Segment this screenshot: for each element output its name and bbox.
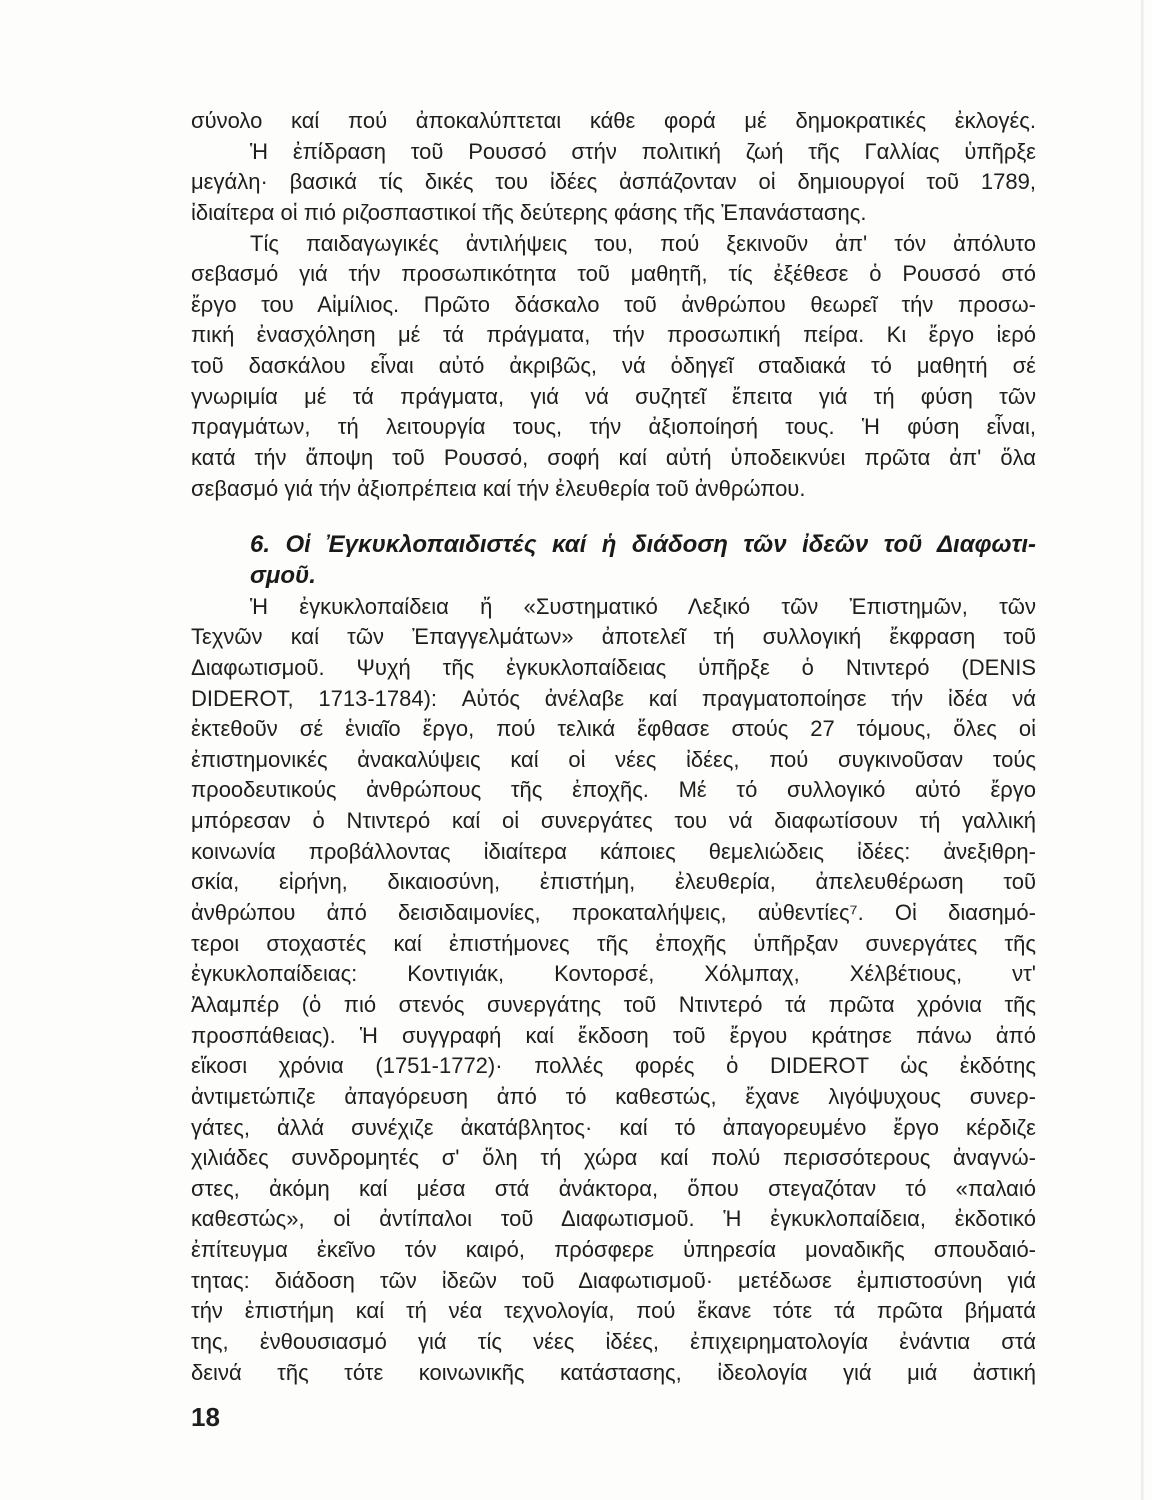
- text-line: σεβασμό γιά τήν ἀξιοπρέπεια καί τήν ἐλευθερία τοῦ ἀνθρώπου.: [191, 475, 806, 501]
- text-line: Ἡ ἐγκυκλοπαίδεια ἤ «Συστηματικό Λεξικό τῶν Ἐπιστημῶν, τῶν: [250, 593, 1036, 619]
- section-heading: [191, 530, 1036, 591]
- paragraph-1: [191, 106, 1036, 229]
- text-line: σύνολο καί πού ἀποκαλύπτεται κάθε φορά μέ δημοκρατικές ἐκλογές.: [191, 108, 1036, 133]
- text-line: πική ἐνασχόληση μέ τά πράγματα, τήν προσωπική πείρα. Κι ἔργο ἱερό: [191, 322, 1036, 348]
- text-line: προοδευτικούς ἀνθρώπους τῆς ἐποχῆς. Μέ τό συλλογικό αὐτό ἔργο: [191, 777, 1036, 803]
- text-line: τεροι στοχαστές καί ἐπιστήμονες τῆς ἐποχῆς ὑπῆρξαν συνεργάτες τῆς: [191, 930, 1036, 956]
- text-line: κοινωνία προβάλλοντας ἰδιαίτερα κάποιες θεμελιώδεις ἰδέες: ἀνεξιθρη-: [191, 838, 1036, 864]
- text-line: ἐπίτευγμα ἐκεῖνο τόν καιρό, πρόσφερε ὑπηρεσία μοναδικῆς σπουδαιό-: [191, 1237, 1036, 1263]
- text-line: τητας: διάδοση τῶν ἰδεῶν τοῦ Διαφωτισμοῦ· μετέδωσε ἐμπιστοσύνη γιά: [191, 1267, 1036, 1293]
- page-text: [191, 106, 1036, 1388]
- text-line: Ἡ ἐπίδραση τοῦ Ρουσσό στήν πολιτική ζωή τῆς Γαλλίας ὑπῆρξε: [250, 138, 1036, 164]
- text-line: δεινά τῆς τότε κοινωνικῆς κατάστασης, ἰδεολογία γιά μιά ἀστική: [191, 1359, 1036, 1385]
- paragraph-3: [191, 592, 1036, 1389]
- text-line: Τεχνῶν καί τῶν Ἐπαγγελμάτων» ἀποτελεῖ τή συλλογική ἔκφραση τοῦ: [191, 624, 1036, 650]
- text-line: προσπάθειας). Ἡ συγγραφή καί ἔκδοση τοῦ ἔργου κράτησε πάνω ἀπό: [191, 1022, 1036, 1048]
- text-line: σεβασμό γιά τήν προσωπικότητα τοῦ μαθητῆ, τίς ἐξέθεσε ὁ Ρουσσό στό: [191, 261, 1036, 287]
- text-line: ἰδιαίτερα οἱ πιό ριζοσπαστικοί τῆς δεύτερης φάσης τῆς Ἐπανάστασης.: [191, 199, 867, 225]
- page-number: 18: [191, 1402, 220, 1432]
- text-line: ἔργο του Αἰμίλιος. Πρῶτο δάσκαλο τοῦ ἀνθρώπου θεωρεῖ τήν προσω-: [191, 291, 1036, 317]
- text-line: γάτες, ἀλλά συνέχιζε ἀκατάβλητος· καί τό ἀπαγορευμένο ἔργο κέρδιζε: [191, 1114, 1036, 1140]
- text-line: μπόρεσαν ὁ Ντιντερό καί οἱ συνεργάτες του νά διαφωτίσουν τή γαλλική: [191, 808, 1036, 834]
- text-line: σκία, εἰρήνη, δικαιοσύνη, ἐπιστήμη, ἐλευθερία, ἀπελευθέρωση τοῦ: [191, 869, 1036, 895]
- text-line: στες, ἀκόμη καί μέσα στά ἀνάκτορα, ὅπου στεγαζόταν τό «παλαιό: [191, 1175, 1036, 1201]
- text-line: μεγάλη· βασικά τίς δικές του ἰδέες ἀσπάζονταν οἱ δημιουργοί τοῦ 1789,: [191, 169, 1036, 195]
- text-line: DIDEROT, 1713-1784): Αὐτός ἀνέλαβε καί πραγματοποίησε τήν ἰδέα νά: [191, 685, 1036, 711]
- text-line: ἐκτεθοῦν σέ ἑνιαῖο ἔργο, πού τελικά ἔφθασε στούς 27 τόμους, ὅλες οἱ: [191, 716, 1036, 742]
- text-line: Τίς παιδαγωγικές ἀντιλήψεις του, πού ξεκινοῦν ἀπ' τόν ἀπόλυτο: [250, 230, 1036, 256]
- text-line: Ἀλαμπέρ (ὁ πιό στενός συνεργάτης τοῦ Ντιντερό τά πρῶτα χρόνια τῆς: [191, 991, 1036, 1017]
- text-line: της, ἐνθουσιασμό γιά τίς νέες ἰδέες, ἐπιχειρηματολογία ἐνάντια στά: [191, 1328, 1036, 1354]
- scan-edge: [1141, 0, 1144, 1500]
- text-line: κατά τήν ἄποψη τοῦ Ρουσσό, σοφή καί αὐτή ὑποδεικνύει πρῶτα ἀπ' ὅλα: [191, 445, 1036, 471]
- text-line: χιλιάδες συνδρομητές σ' ὅλη τή χώρα καί πολύ περισσότερους ἀναγνώ-: [191, 1145, 1036, 1171]
- heading-line: 6. Οἱ Ἐγκυκλοπαιδιστές καί ἡ διάδοση τῶν ἰδεῶν τοῦ Διαφωτι-: [250, 531, 1036, 559]
- heading-line: σμοῦ.: [250, 561, 316, 589]
- text-line: ἀντιμετώπιζε ἀπαγόρευση ἀπό τό καθεστώς, ἔχανε λιγόψυχους συνερ-: [191, 1083, 1036, 1109]
- paragraph-2: [191, 229, 1036, 505]
- text-line: εἴκοσι χρόνια (1751-1772)· πολλές φορές ὁ DIDEROT ὡς ἐκδότης: [191, 1053, 1036, 1079]
- text-line: τήν ἐπιστήμη καί τή νέα τεχνολογία, πού ἔκανε τότε τά πρῶτα βήματά: [191, 1298, 1036, 1324]
- text-line: ἀνθρώπου ἀπό δεισιδαιμονίες, προκαταλήψεις, αὐθεντίες⁷. Οἱ διασημό-: [191, 900, 1036, 926]
- text-line: ἐγκυκλοπαίδειας: Κοντιγιάκ, Κοντορσέ, Χόλμπαχ, Χέλβέτιους, ντ': [191, 961, 1036, 987]
- text-line: ἐπιστημονικές ἀνακαλύψεις καί οἱ νέες ἰδέες, πού συγκινοῦσαν τούς: [191, 746, 1036, 772]
- text-line: Διαφωτισμοῦ. Ψυχή τῆς ἐγκυκλοπαίδειας ὑπῆρξε ὁ Ντιντερό (DENIS: [191, 654, 1036, 680]
- text-line: πραγμάτων, τή λειτουργία τους, τήν ἀξιοποίησή τους. Ἡ φύση εἶναι,: [191, 414, 1036, 440]
- text-line: γνωριμία μέ τά πράγματα, γιά νά συζητεῖ ἔπειτα γιά τή φύση τῶν: [191, 383, 1036, 409]
- text-line: τοῦ δασκάλου εἶναι αὐτό ἀκριβῶς, νά ὁδηγεῖ σταδιακά τό μαθητή σέ: [191, 353, 1036, 379]
- text-line: καθεστώς», οἱ ἀντίπαλοι τοῦ Διαφωτισμοῦ. Ἡ ἐγκυκλοπαίδεια, ἐκδοτικό: [191, 1206, 1036, 1232]
